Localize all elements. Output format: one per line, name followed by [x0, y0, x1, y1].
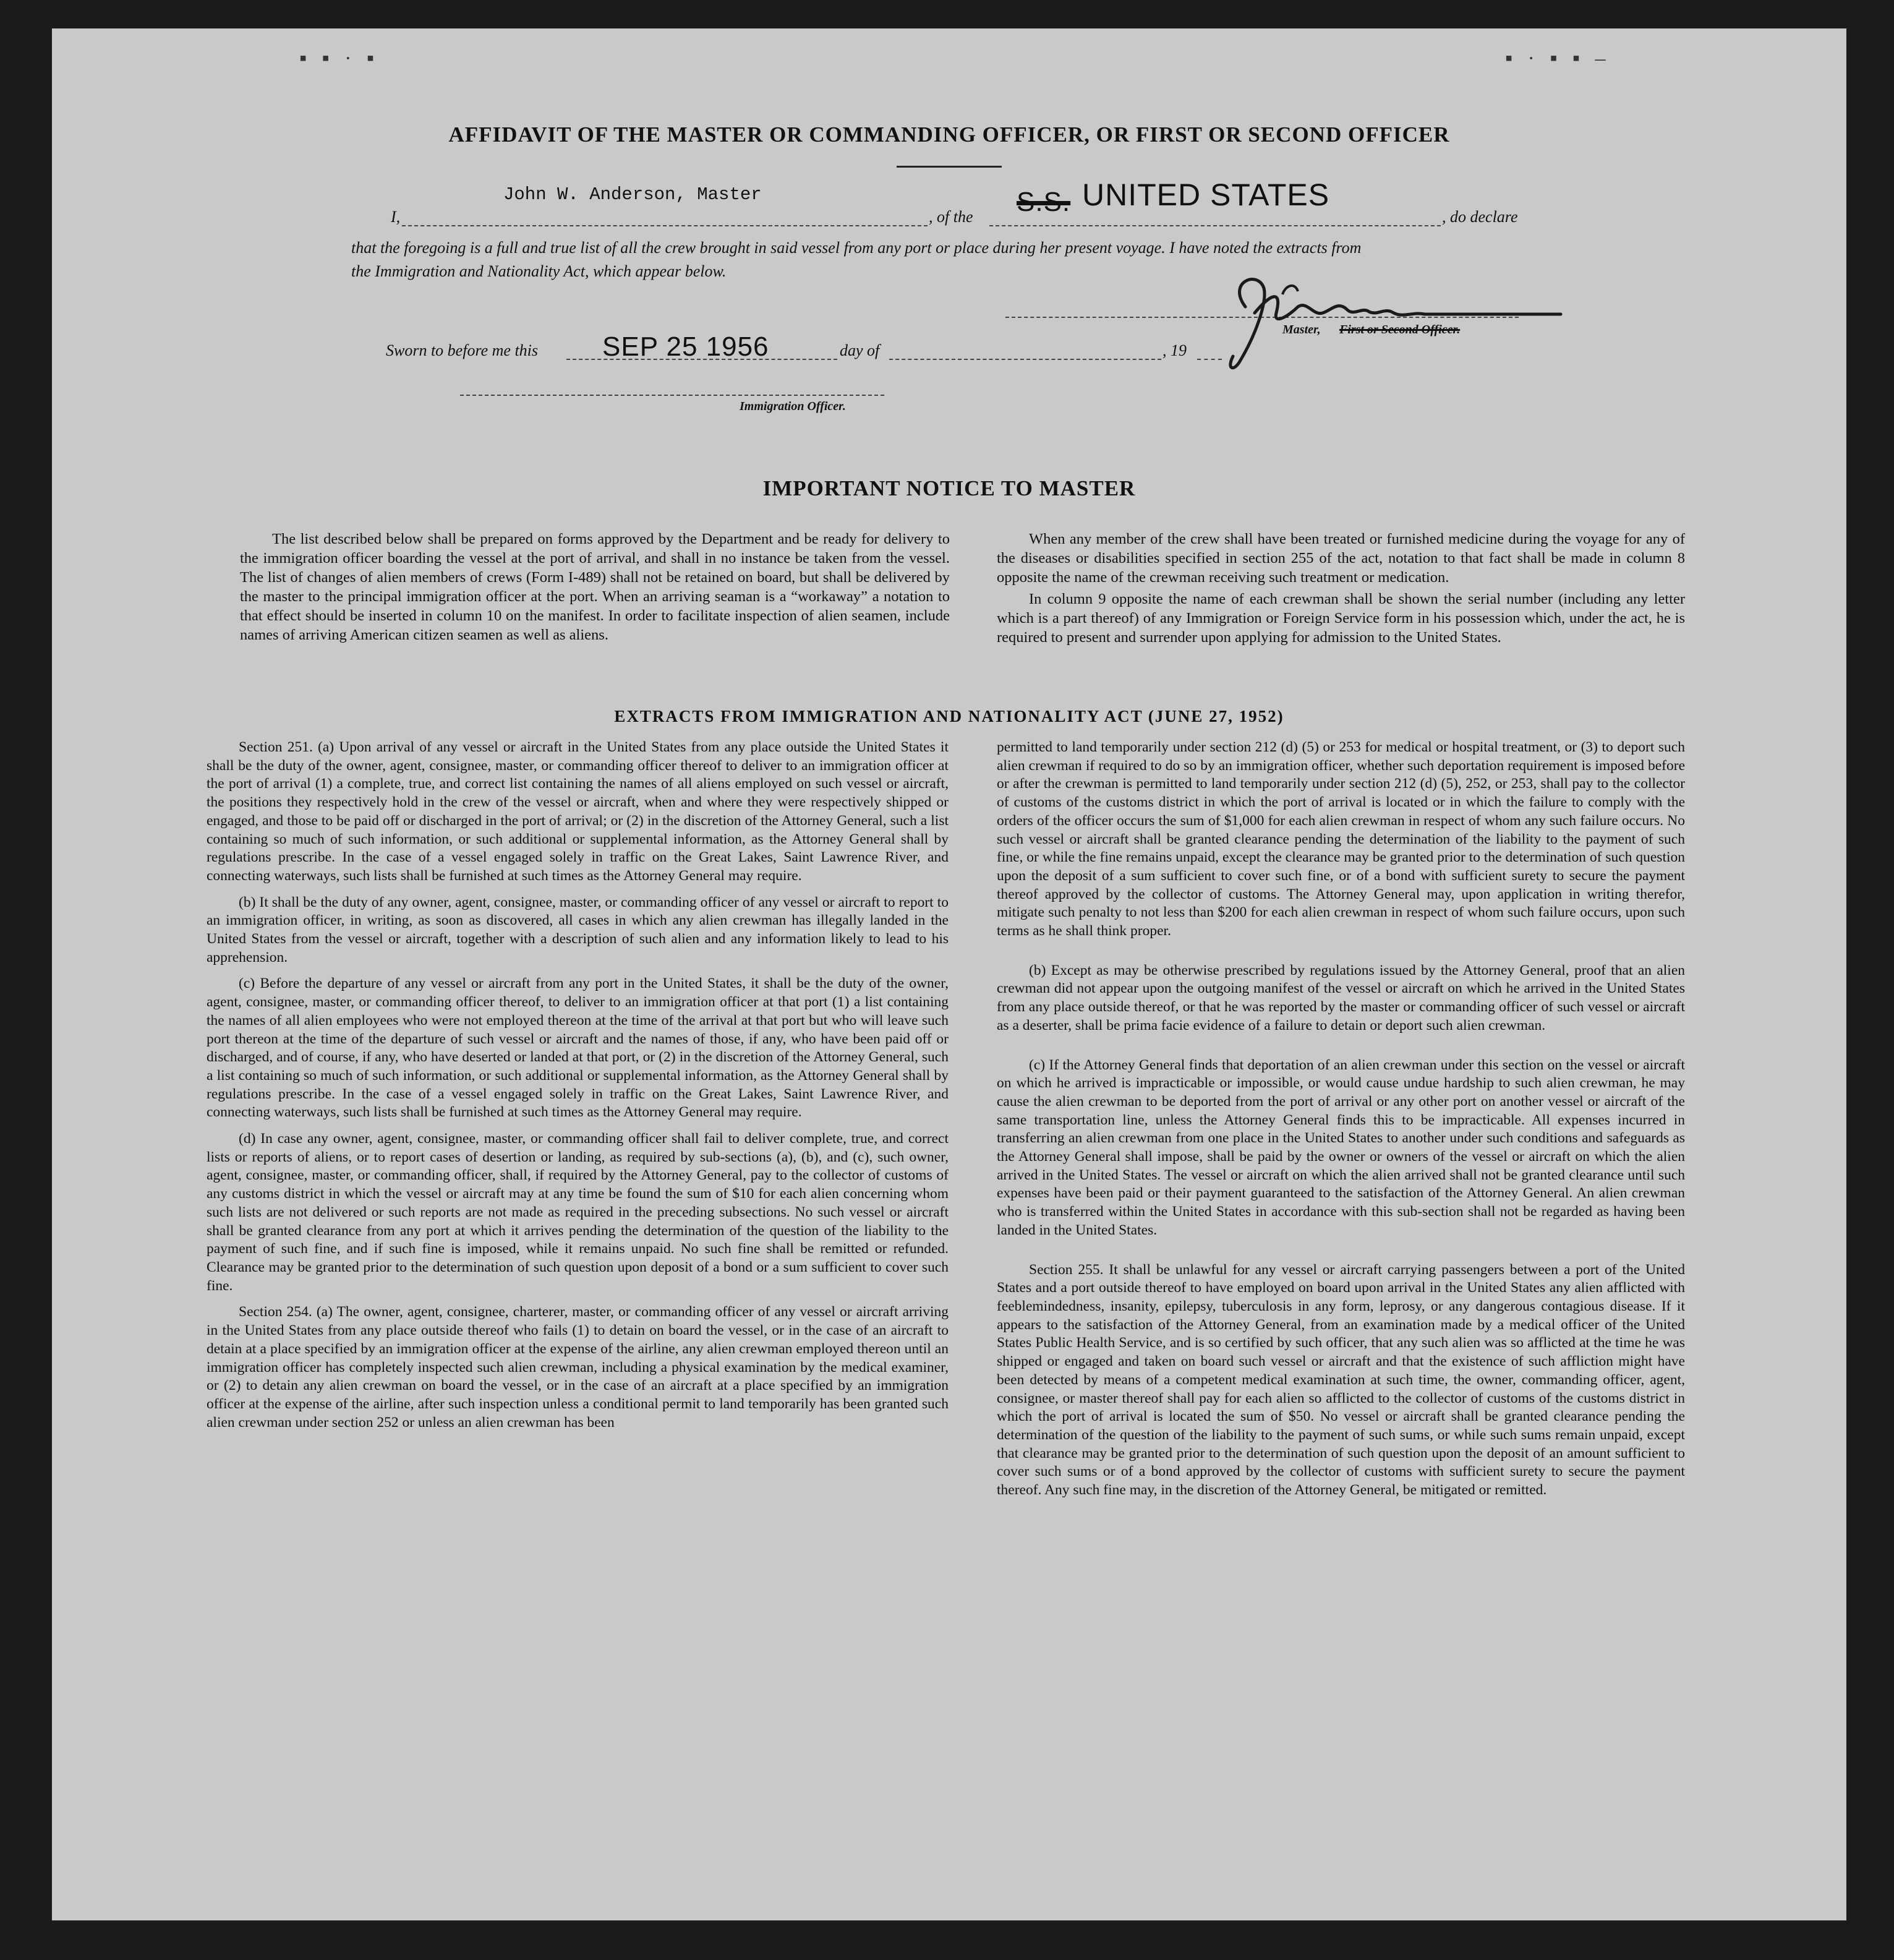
- sworn-label: Sworn to before me this: [386, 341, 539, 359]
- section-paragraph: (c) If the Attorney General finds that deportation of an alien crewman under this section on the vessel or aircraft on which he arrived is impracticable or impossible, or would cause undue hardship to such alien crewman, he may cause the alien crewman to be deported from the port of arrival or any other port on another vessel or aircraft of the same transportation line, unless the Attorney General finds this to be impracticable. All expenses incurred in transferring an alien crewman from one place in the United States to another under such conditions and safeguards as the Attorney General shall impose, shall be paid by the owner or owners of the vessel or aircraft on which the alien arrived in the United States. The vessel or aircraft on which the alien arrived shall not be granted clearance until such expenses have been paid or their payment guaranteed to the satisfaction of the Attorney General. An alien crewman who is transferred within the United States in accordance with this sub-section shall not be regarded as having been landed in the United States.: [997, 1056, 1685, 1238]
- section-paragraph: (c) Before the departure of any vessel or aircraft from any port in the United States, it shall be the duty of the owner, agent, consignee, master, or commanding officer thereof, to deliver to an immigration officer at that port (1) a list containing the names of all alien employees who were not employed thereon at the time of the arrival at that port but who will leave such port thereon at the time of the departure of such vessel or aircraft and the names of those, if any, who have been paid off or discharged, and of course, if any, who have deserted or landed at that port, or (2) in the discretion of the Attorney General, such a list containing so much of such information, or such additional or supplemental information, as the Attorney General shall by regulations prescribe. In the case of a vessel engaged solely in traffic on the Great Lakes, Saint Lawrence River, and connecting waterways, such lists shall be furnished at such times as the Attorney General may require.: [207, 975, 949, 1121]
- section-paragraph: (d) In case any owner, agent, consignee, master, or commanding officer shall fail to deliver complete, true, and correct lists or reports of aliens, or to report cases of desertion or landing, as required by sub-sections (a), (b), and (c), such owner, agent, consignee, master, or commanding officer, shall, if required by the Attorney General, pay to the collector of customs of any customs district in which the vessel or aircraft may at any time be found the sum of $10 for each alien concerning whom such lists are not delivered or such reports are not made as required in the preceding subsections. No such vessel or aircraft shall be granted clearance from any port at which it arrives pending the determination of the question of the liability to the payment of such fine, and if such fine is imposed, while it remains unpaid. No such fine shall be remitted or refunded. Clearance may be granted prior to the determination of such question upon deposit of a bond or a sum sufficient to cover such fine.: [207, 1131, 949, 1294]
- notice-left-column: [240, 529, 950, 653]
- i-label: I,: [391, 208, 401, 226]
- master-signature: [1134, 257, 1567, 381]
- notice-paragraph: The list described below shall be prepared on forms approved by the Department and be ready for delivery to the immigration officer boarding the vessel at the port of arrival, and shall in no instance be taken from the vessel. The list of changes of alien members of crews (Form I-489) shall not be retained on board, but shall be delivered by the master to the principal immigration officer at the port. When an arriving seaman is a “workaway” a notation to that effect should be inserted in column 10 on the manifest. In order to facilitate inspection of alien seamen, include names of arriving American citizen seamen as well as aliens.: [240, 531, 950, 643]
- do-declare-label: , do declare: [1442, 208, 1518, 226]
- notice-right-column: [951, 529, 1685, 649]
- affidavit-title: AFFIDAVIT OF THE MASTER OR COMMANDING OFFICER, OR FIRST OR SECOND OFFICER: [448, 122, 1450, 147]
- day-of-label: day of: [840, 341, 880, 359]
- immigration-officer-line: [460, 395, 884, 396]
- vessel-prefix-struck: S.S.: [1017, 187, 1071, 217]
- officer-caption-struck: First or Second Officer.: [1339, 323, 1461, 336]
- master-caption: Master,: [1282, 323, 1321, 336]
- section-paragraph: (b) Except as may be otherwise prescribed by regulations issued by the Attorney General, proof that an alien crewman did not appear upon the outgoing manifest of the vessel or aircraft on which he arrived in the United States from any place outside thereof, or that he was reported by the master or commanding officer of such vessel or aircraft as a deserter, shall be prima facie evidence of a failure to detain or deport such alien crewman.: [997, 962, 1685, 1033]
- notice-paragraph: In column 9 opposite the name of each crewman shall be shown the serial number (including any letter which is a part thereof) of any Immigration or Foreign Service form in his possession which, under the act, he is required to present and surrender upon applying for admission to the United States.: [997, 591, 1685, 646]
- affidavit-document: [52, 28, 1846, 1920]
- immigration-officer-caption: Immigration Officer.: [740, 400, 846, 413]
- extracts-left-column: [207, 738, 949, 1440]
- master-name-line: [402, 225, 928, 226]
- year-line: [1197, 359, 1222, 360]
- extracts-title: EXTRACTS FROM IMMIGRATION AND NATIONALITY ACT (JUNE 27, 1952): [614, 707, 1284, 725]
- edge-specks-left: ▪ ▪ · ▪: [299, 47, 379, 70]
- extracts-right-column: [951, 738, 1685, 1508]
- year-label: , 19: [1162, 341, 1187, 359]
- section-paragraph: Section 254. (a) The owner, agent, consignee, charterer, master, or commanding officer of any vessel or aircraft arriving in the United States from any place outside thereof who fails (1) to detain on board the vessel, or in the case of an aircraft to detain at a place specified by an immigration officer at the expense of the airline, any alien crewman employed thereon until an immigration officer has completely inspected such alien crewman, including a physical examination by the medical examiner, or (2) to detain any alien crewman on board the vessel, or in the case of an aircraft at a place specified by an immigration officer at the expense of the airline, after such inspection unless a conditional permit to land temporarily has been granted such alien crewman under section 252 or unless an alien crewman has been: [207, 1304, 949, 1431]
- of-the-label: , of the: [929, 208, 973, 226]
- title-rule: [897, 166, 1002, 168]
- sworn-date-stamp: SEP 25 1956: [602, 332, 769, 362]
- section-paragraph: permitted to land temporarily under section 212 (d) (5) or 253 for medical or hospital treatment, or (3) to deport such alien crewman if required to do so by an immigration officer, whether such deportation requirement is imposed before or after the crewman is permitted to land temporarily under section 212 (d) (5), 252, or 253, shall pay to the collector of customs of the customs district in which the port of arrival is located or in which the failure to comply with the orders of the officer occurs the sum of $1,000 for each alien crewman in respect of whom any such failure occurs. No such vessel or aircraft shall be granted clearance pending the determination of the liability to the payment of such fine, or while the fine remains unpaid, except the clearance may be granted prior to the determination of such question upon the deposit of a sum sufficient to cover such fine, or of a bond with sufficient surety to secure the payment thereof approved by the collector of customs. The Attorney General may, upon application in writing therefor, mitigate such penalty to not less than $200 for each alien crewman in respect of whom such failure occurs, upon such terms as he shall think proper.: [997, 739, 1685, 939]
- section-paragraph: Section 251. (a) Upon arrival of any vessel or aircraft in the United States from any place outside the United States it shall be the duty of the owner, agent, consignee, master, or commanding officer thereof to deliver to an immigration officer at the port of arrival (1) a complete, true, and correct list containing the names of all aliens employed on such vessel or aircraft, the positions they respectively hold in the crew of the vessel or aircraft, when and where they were respectively shipped or engaged, and those to be paid off or discharged in the port of arrival; or (2) in the discretion of the Attorney General, such a list containing so much of such information, or such additional or supplemental information, as the Attorney General shall by regulations prescribe. In the case of a vessel engaged solely in traffic on the Great Lakes, Saint Lawrence River, and connecting waterways, such lists shall be furnished at such times as the Attorney General may require.: [207, 739, 949, 884]
- month-line: [889, 359, 1161, 360]
- vessel-name: UNITED STATES: [1082, 178, 1330, 212]
- declaration-line-2: the Immigration and Nationality Act, which appear below.: [351, 262, 727, 280]
- section-paragraph: Section 255. It shall be unlawful for any vessel or aircraft carrying passengers between a port of the United States and a port outside thereof to have employed on board upon arrival in the United States any alien afflicted with feeblemindedness, insanity, epilepsy, tuberculosis in any form, leprosy, or any dangerous contagious disease. If it appears to the satisfaction of the Attorney General, from an examination made by a medical officer of the United States Public Health Service, and is so certified by such officer, that any such alien was so afflicted at the time he was shipped or engaged and taken on board such vessel or aircraft and that the existence of such affliction might have been detected by means of a competent medical examination at such time, the owner, commanding officer, agent, consignee, or master thereof shall pay for each alien so afflicted to the collector of customs of the customs district in which the port of arrival is located the sum of $50. No vessel or aircraft shall be granted clearance pending the determination of the question of the liability to the payment of such sums, or while such sums remain unpaid, except that clearance may be granted prior to the determination of such question upon the deposit of an amount sufficient to cover such sums or of a bond approved by the collector of customs with sufficient surety to secure the payment thereof. Any such fine may, in the discretion of the Attorney General, be mitigated or remitted.: [997, 1261, 1685, 1499]
- declaration-line-1: that the foregoing is a full and true list of all the crew brought in said vessel from any port or place during her present voyage. I have noted the extracts from: [351, 239, 1362, 257]
- section-paragraph: (b) It shall be the duty of any owner, agent, consignee, master, or commanding officer of any vessel or aircraft to report to an immigration officer, in writing, as soon as discovered, all cases in which any alien crewman has illegally landed in the United States from the vessel or aircraft, together with a description of such alien and any information likely to lead to his apprehension.: [207, 894, 949, 965]
- vessel-line: [989, 225, 1441, 226]
- notice-paragraph: When any member of the crew shall have been treated or furnished medicine during the voyage for any of the diseases or disabilities specified in section 255 of the act, notation to that fact shall be made in column 8 opposite the name of the crewman receiving such treatment or medication.: [997, 531, 1685, 586]
- master-name: John W. Anderson, Master: [503, 184, 762, 205]
- notice-title: IMPORTANT NOTICE TO MASTER: [762, 476, 1136, 500]
- edge-specks-right: ▪ · ▪ ▪ –: [1505, 47, 1611, 70]
